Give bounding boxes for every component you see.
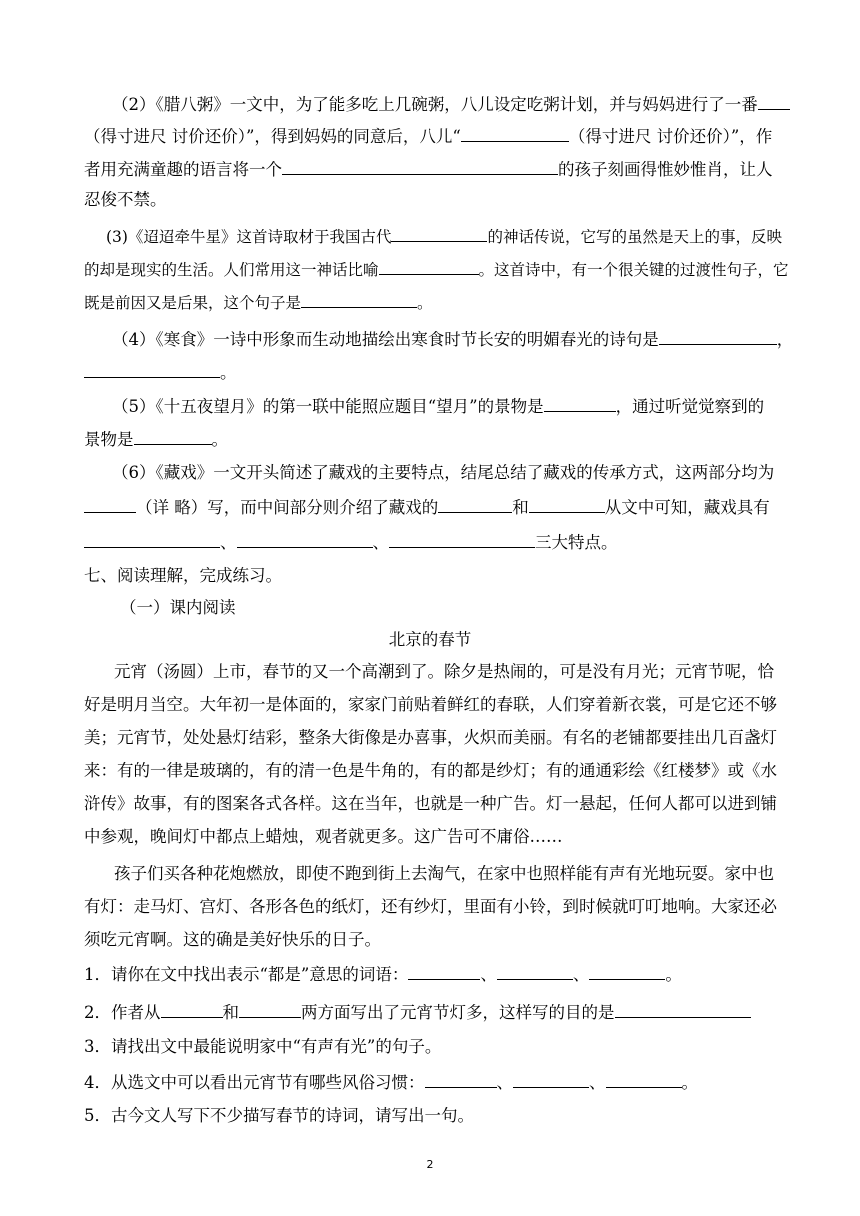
q6-text: 和	[512, 498, 529, 517]
subsection-heading: （一）课内阅读	[120, 598, 236, 617]
answer-blank[interactable]	[379, 257, 479, 275]
page-number: 2	[426, 1158, 434, 1171]
q5-text: 。	[211, 430, 228, 449]
question-text: 两方面写出了元宵节灯多，这样写的目的是	[301, 1003, 615, 1022]
passage-line: 中参观，晚间灯中都点上蜡烛，观者就更多。这广告可不庸俗……	[84, 827, 563, 846]
passage-line: 美；元宵节，处处悬灯结彩，整条大街像是办喜事，火炽而美丽。有名的老铺都要挂出几百盏灯	[84, 728, 777, 747]
q3-line-1	[106, 224, 782, 248]
q3-text: 的却是现实的生活。人们常用这一神话比喻	[84, 261, 379, 279]
q2-line-1	[112, 92, 790, 116]
question-text: 4．从选文中可以看出元宵节有哪些风俗习惯：	[84, 1073, 425, 1092]
question-2	[84, 1000, 751, 1024]
section-heading: 七、阅读理解，完成练习。	[84, 566, 282, 585]
question-text: 。	[665, 965, 682, 984]
answer-blank[interactable]	[659, 327, 777, 345]
answer-blank[interactable]	[391, 224, 487, 242]
q6-line-2	[84, 495, 770, 519]
answer-blank[interactable]	[529, 495, 605, 513]
q3-line-2	[84, 257, 789, 281]
question-text: 2．作者从	[84, 1003, 161, 1022]
q3-text: 的神话传说，它写的虽然是天上的事，反映	[487, 228, 782, 246]
answer-blank[interactable]	[513, 1070, 589, 1088]
answer-blank[interactable]	[239, 1000, 301, 1018]
answer-blank[interactable]	[282, 157, 558, 175]
question-1	[84, 962, 682, 986]
q4-text: 。	[220, 363, 237, 382]
answer-blank[interactable]	[84, 360, 220, 378]
q4-text: （4）《寒食》一诗中形象而生动地描绘出寒食时节长安的明媚春光的诗句是	[112, 330, 659, 349]
passage-line: 浒传》故事，有的图案各式各样。这在当年，也就是一种广告。灯一悬起，任何人都可以进到铺	[84, 794, 777, 813]
q3-text: 。这首诗中，有一个很关键的过渡性句子，它	[478, 261, 789, 279]
q3-text: 。	[417, 294, 433, 312]
answer-blank[interactable]	[615, 1000, 751, 1018]
q6-text: 、	[220, 533, 237, 552]
answer-blank[interactable]	[497, 962, 573, 980]
question-text: 和	[222, 1003, 239, 1022]
q5-text: 景物是	[84, 430, 134, 449]
question-4	[84, 1070, 698, 1094]
answer-blank[interactable]	[84, 530, 220, 548]
passage-line: 孩子们买各种花炮燃放，即使不跑到街上去淘气，在家中也照样能有声有光地玩耍。家中也	[114, 864, 774, 883]
answer-blank[interactable]	[84, 495, 136, 513]
passage-title: 北京的春节	[388, 630, 472, 649]
q6-text: （详 略）写，而中间部分则介绍了藏戏的	[136, 498, 439, 517]
question-text: 、	[496, 1073, 513, 1092]
q6-text: 从文中可知，藏戏具有	[604, 498, 770, 517]
q2-text: 忍俊不禁。	[84, 190, 167, 209]
q2-text: （2）《腊八粥》一文中，为了能多吃上几碗粥，八儿设定吃粥计划，并与妈妈进行了一番	[112, 95, 758, 114]
answer-blank[interactable]	[758, 92, 790, 110]
q6-text: 、	[372, 533, 389, 552]
q3-text: (3)《迢迢牵牛星》这首诗取材于我国古代	[106, 228, 392, 246]
question-3: 3．请找出文中最能说明家中“有声有光”的句子。	[84, 1037, 442, 1056]
answer-blank[interactable]	[301, 290, 417, 308]
q4-text: ，	[776, 330, 794, 349]
q6-line-1	[112, 462, 774, 484]
q2-text: 的孩子刻画得惟妙惟肖，让人	[558, 160, 773, 179]
answer-blank[interactable]	[425, 1070, 497, 1088]
question-text: 1．请你在文中找出表示“都是”意思的词语：	[84, 965, 409, 984]
q6-text: 三大特点。	[535, 533, 618, 552]
answer-blank[interactable]	[237, 530, 373, 548]
question-text: 。	[681, 1073, 698, 1092]
q4-line-2	[84, 360, 237, 384]
passage-line: 来：有的一律是玻璃的，有的清一色是牛角的，有的都是纱灯；有的通通彩绘《红楼梦》或《水	[84, 761, 777, 780]
q6-line-3	[84, 530, 618, 554]
q2-text: （得寸进尺 讨价还价）”，作	[568, 127, 773, 146]
q2-line-3	[84, 157, 773, 181]
question-text: 、	[480, 965, 497, 984]
answer-blank[interactable]	[544, 394, 616, 412]
q2-text: （得寸进尺 讨价还价）”，得到妈妈的同意后，八儿“	[84, 127, 461, 146]
q4-line-1	[112, 327, 793, 351]
q3-text: 既是前因又是后果，这个句子是	[84, 294, 302, 312]
answer-blank[interactable]	[589, 962, 665, 980]
answer-blank[interactable]	[134, 427, 212, 445]
passage-line: 须吃元宵啊。这的确是美好快乐的日子。	[84, 930, 381, 949]
q5-text: （5）《十五夜望月》的第一联中能照应题目“望月”的景物是	[112, 397, 544, 416]
q3-line-3	[84, 290, 433, 314]
answer-blank[interactable]	[161, 1000, 223, 1018]
passage-line: 元宵（汤圆）上市，春节的又一个高潮到了。除夕是热闹的，可是没有月光；元宵节呢，恰	[114, 662, 774, 681]
q5-line-2	[84, 427, 228, 451]
answer-blank[interactable]	[461, 124, 569, 142]
q2-text: 者用充满童趣的语言将一个	[84, 160, 282, 179]
passage-line: 有灯：走马灯、宫灯、各形各色的纸灯，还有纱灯，里面有小铃，到时候就叮叮地响。大家还必	[84, 897, 777, 916]
question-text: 、	[589, 1073, 606, 1092]
answer-blank[interactable]	[606, 1070, 682, 1088]
q6-text: （6）《藏戏》一文开头简述了藏戏的主要特点，结尾总结了藏戏的传承方式，这两部分均为	[112, 463, 775, 482]
answer-blank[interactable]	[438, 495, 512, 513]
q2-line-2	[84, 124, 772, 148]
answer-blank[interactable]	[389, 530, 535, 548]
passage-line: 好是明月当空。大年初一是体面的，家家门前贴着鲜红的春联，人们穿着新衣裳，可是它还不够	[84, 695, 777, 714]
question-5: 5．古今文人写下不少描写春节的诗词，请写出一句。	[84, 1106, 474, 1125]
answer-blank[interactable]	[408, 962, 480, 980]
q2-line-4	[84, 189, 167, 211]
question-text: 、	[572, 965, 590, 984]
q5-line-1	[112, 394, 764, 418]
q5-text: ，通过听觉觉察到的	[615, 397, 765, 416]
